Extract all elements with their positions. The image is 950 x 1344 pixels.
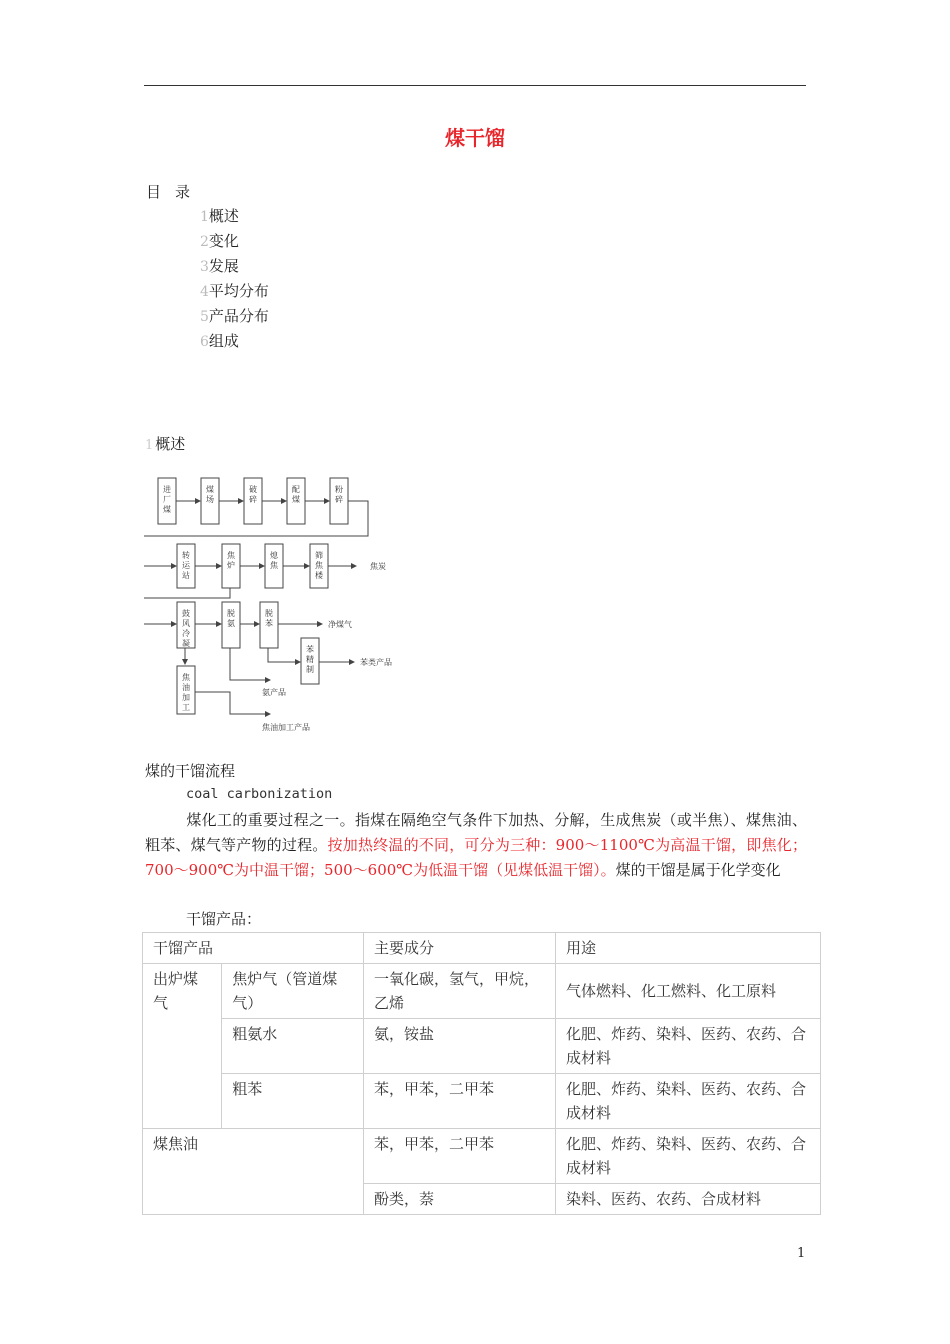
- flow-node-transfer-station: 转运站: [182, 551, 190, 580]
- table-cell: 一氧化碳，氢气，甲烷，乙烯: [364, 964, 556, 1019]
- flow-node-condensing: 鼓风冷凝: [182, 609, 190, 648]
- toc-heading: 目录: [146, 183, 205, 201]
- figure-caption: 煤的干馏流程: [145, 762, 236, 780]
- products-label: 干馏产品：: [186, 910, 262, 928]
- table-cell: 氨，铵盐: [364, 1019, 556, 1074]
- toc-item-composition[interactable]: 6组成: [200, 332, 239, 350]
- flow-output-coke: 焦炭: [370, 562, 386, 571]
- flow-output-benzene-products: 苯类产品: [360, 658, 392, 667]
- page-title: 煤干馏: [445, 126, 505, 150]
- overview-paragraph: 煤化工的重要过程之一。指煤在隔绝空气条件下加热、分解，生成焦炭（或半焦）、煤焦油、粗苯、煤气等产物的过程。按加热终温的不同，可分为三种：900～1100℃为高温干馏，即焦化；700～900℃为中温干馏；500～600℃为低温干馏（见煤低温干馏）。煤的干馏是属于化学变化: [145, 811, 807, 879]
- header-rule: [144, 85, 806, 86]
- flow-node-coal-intake: 进厂煤: [163, 485, 171, 514]
- flow-output-tar-products: 焦油加工产品: [262, 723, 310, 732]
- table-row: [143, 1129, 821, 1184]
- table-cell: 苯，甲苯，二甲苯: [364, 1074, 556, 1129]
- table-cell: 苯，甲苯，二甲苯: [364, 1129, 556, 1184]
- flow-node-crushing: 破碎: [249, 485, 257, 504]
- table-cell-group: 煤焦油: [143, 1129, 364, 1215]
- table-row: [143, 1074, 821, 1129]
- table-header: 干馏产品: [143, 933, 364, 964]
- table-cell: 化肥、炸药、染料、医药、农药、合成材料: [556, 1019, 821, 1074]
- temperature-classification: 按加热终温的不同，可分为三种：900～1100℃为高温干馏，即焦化；700～900℃为中温干馏；500～600℃为低温干馏（见煤低温干馏）。: [145, 836, 807, 879]
- table-cell: 粗氨水: [222, 1019, 364, 1074]
- table-cell: 酚类，萘: [364, 1184, 556, 1215]
- page-number: 1: [797, 1246, 806, 1261]
- table-cell: 化肥、炸药、染料、医药、农药、合成材料: [556, 1129, 821, 1184]
- english-term: coal carbonization: [186, 786, 333, 802]
- table-header: 用途: [556, 933, 821, 964]
- process-flow-diagram: [144, 474, 414, 734]
- flow-output-ammonia-products: 氨产品: [262, 688, 286, 697]
- table-cell: 粗苯: [222, 1074, 364, 1129]
- table-row: [143, 1019, 821, 1074]
- toc-item-development[interactable]: 3发展: [200, 257, 239, 275]
- flow-node-coal-yard: 煤场: [206, 485, 214, 504]
- table-cell-group: 出炉煤气: [143, 964, 222, 1129]
- toc-item-change[interactable]: 2变化: [200, 232, 239, 250]
- toc-item-average-distribution[interactable]: 4平均分布: [200, 282, 269, 300]
- section-heading-overview: 1 概述: [145, 435, 186, 453]
- table-row: [143, 964, 821, 1019]
- flow-node-pulverizing: 粉碎: [335, 485, 343, 504]
- flow-node-screening: 筛焦楼: [315, 551, 323, 580]
- table-header-row: [143, 933, 821, 964]
- table-header: 主要成分: [364, 933, 556, 964]
- toc-item-product-distribution[interactable]: 5产品分布: [200, 307, 269, 325]
- toc-item-overview[interactable]: 1概述: [200, 207, 239, 225]
- flow-output-clean-gas: 净煤气: [328, 620, 352, 629]
- table-cell: 化肥、炸药、染料、医药、农药、合成材料: [556, 1074, 821, 1129]
- flow-node-tar-processing: 焦油加工: [182, 673, 190, 712]
- flow-node-debenzene: 脱苯: [265, 609, 273, 628]
- table-cell: 染料、医药、农药、合成材料: [556, 1184, 821, 1215]
- flow-node-deammonia: 脱氨: [227, 609, 235, 628]
- flow-node-quenching: 熄焦: [270, 551, 278, 570]
- flow-node-coke-oven: 焦炉: [227, 551, 235, 570]
- flow-node-benzene-refining: 苯精制: [306, 645, 314, 674]
- table-cell: 气体燃料、化工燃料、化工原料: [556, 964, 821, 1019]
- flow-node-blending: 配煤: [292, 485, 300, 504]
- products-table: [142, 932, 821, 1215]
- table-of-contents: [200, 205, 269, 355]
- table-cell: 焦炉气（管道煤气）: [222, 964, 364, 1019]
